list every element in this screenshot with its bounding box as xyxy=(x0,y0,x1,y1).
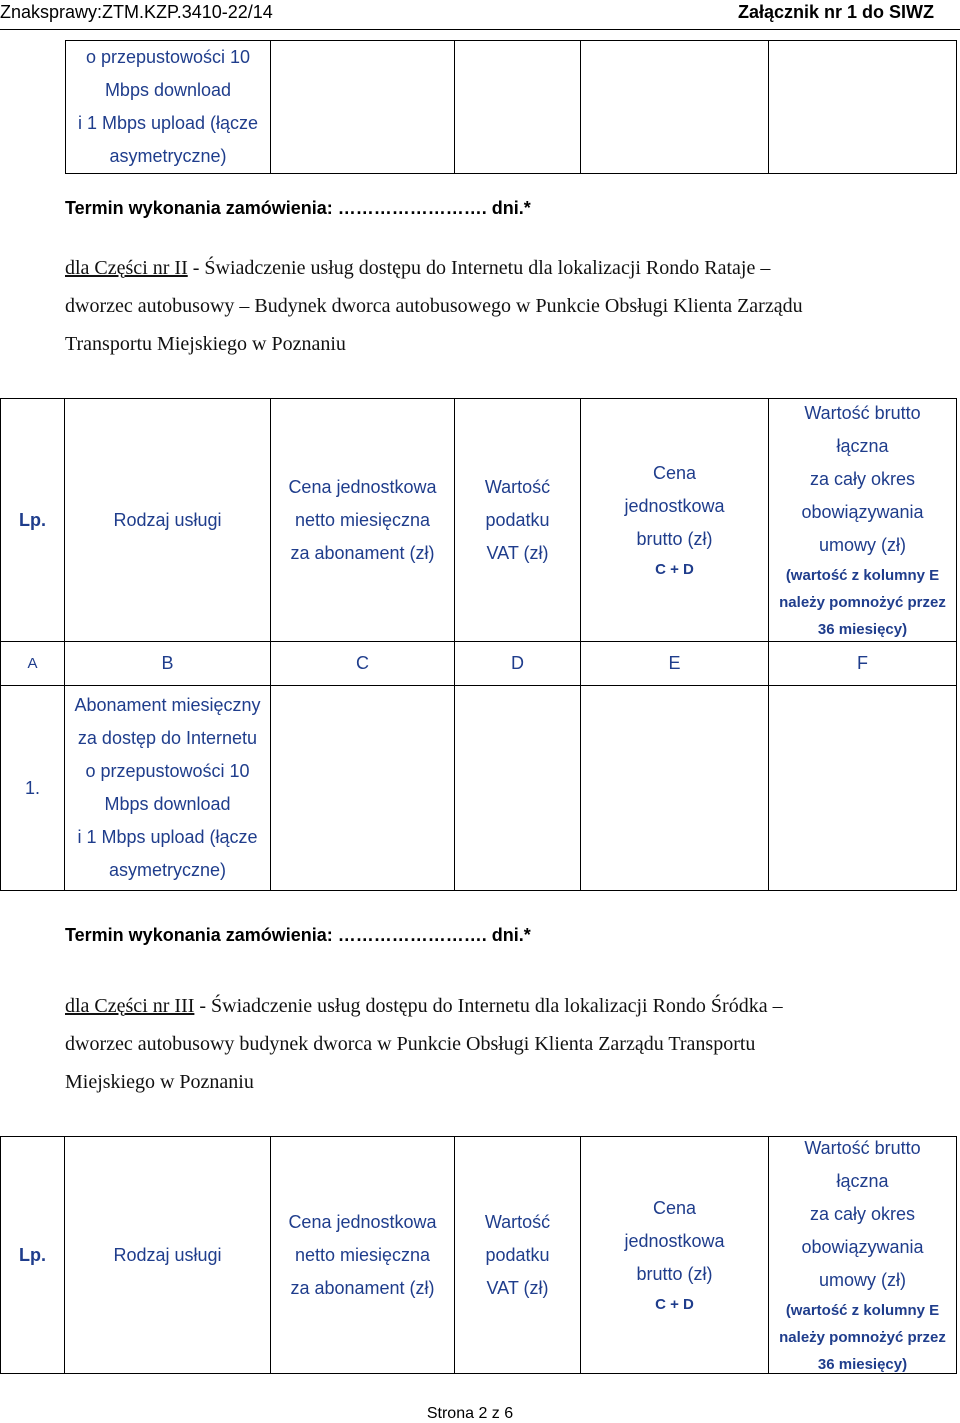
part-3-text: dworzec autobusowy budynek dworca w Punkcie Obsługi Klienta Zarządu Transportu xyxy=(65,1033,756,1055)
header-lp: Lp. xyxy=(0,1136,65,1374)
completion-term: Termin wykonania zamówienia: ……………………. dni.* xyxy=(65,198,531,218)
column-letter: D xyxy=(455,642,581,686)
header-total-value: Wartość brutto łączna za cały okres obowiązywania umowy (zł) (wartość z kolumny E należy pomnożyć przez 36 miesięcy) xyxy=(769,398,957,642)
header-gross-price: Cena jednostkowa brutto (zł) C + D xyxy=(581,398,769,642)
part-2-text: - Świadczenie usług dostępu do Internetu dla lokalizacji Rondo Rataje – xyxy=(187,257,771,279)
total-value-input[interactable] xyxy=(769,686,957,891)
header-net-price: Cena jednostkowa netto miesięczna za abonament (zł) xyxy=(271,398,455,642)
column-letter: F xyxy=(769,642,957,686)
header-service-type: Rodzaj usługi xyxy=(65,1136,271,1374)
column-letter: B xyxy=(65,642,271,686)
page-number: Strona 2 z 6 xyxy=(426,1405,514,1422)
document-reference: Znaksprawy:ZTM.KZP.3410-22/14 xyxy=(0,2,273,22)
attachment-label: Załącznik nr 1 do SIWZ xyxy=(737,2,934,22)
header-divider xyxy=(0,29,960,30)
header-lp: Lp. xyxy=(0,398,65,642)
section-part-3 xyxy=(65,987,905,1101)
fragment-line: asymetryczne) xyxy=(109,146,227,166)
header-net-price: Cena jednostkowa netto miesięczna za abonament (zł) xyxy=(271,1136,455,1374)
part-3-text: Miejskiego w Poznaniu xyxy=(65,1071,254,1093)
net-price-input[interactable] xyxy=(271,686,455,891)
table-fragment-cell xyxy=(769,40,957,174)
header-service-type: Rodzaj usługi xyxy=(65,398,271,642)
header-vat: Wartość podatku VAT (zł) xyxy=(455,398,581,642)
column-letter: C xyxy=(271,642,455,686)
row-number: 1. xyxy=(0,686,65,891)
part-2-text: dworzec autobusowy – Budynek dworca autobusowego w Punkcie Obsługi Klienta Zarządu xyxy=(65,295,803,317)
header-gross-price: Cena jednostkowa brutto (zł) C + D xyxy=(581,1136,769,1374)
header-total-value: Wartość brutto łączna za cały okres obowiązywania umowy (zł) (wartość z kolumny E należy pomnożyć przez 36 miesięcy) xyxy=(769,1136,957,1374)
table-fragment-cell xyxy=(65,40,271,174)
header-vat: Wartość podatku VAT (zł) xyxy=(455,1136,581,1374)
vat-input[interactable] xyxy=(455,686,581,891)
section-part-2 xyxy=(65,249,905,363)
part-2-text: Transportu Miejskiego w Poznaniu xyxy=(65,333,346,355)
part-2-label: dla Części nr II xyxy=(65,257,188,279)
column-letter: E xyxy=(581,642,769,686)
completion-term: Termin wykonania zamówienia: ……………………. dni.* xyxy=(65,925,531,945)
table-fragment-cell xyxy=(455,40,581,174)
fragment-line: Mbps download xyxy=(104,80,232,100)
service-description: Abonament miesięczny za dostęp do Internetu o przepustowości 10 Mbps download i 1 Mbps upload (łącze asymetryczne) xyxy=(65,686,271,891)
part-3-label: dla Części nr III xyxy=(65,995,195,1017)
table-fragment-cell xyxy=(271,40,455,174)
table-fragment-cell xyxy=(581,40,769,174)
fragment-line: o przepustowości 10 xyxy=(85,47,251,67)
part-3-text: - Świadczenie usług dostępu do Internetu dla lokalizacji Rondo Śródka – xyxy=(194,995,783,1017)
gross-price-input[interactable] xyxy=(581,686,769,891)
fragment-line: i 1 Mbps upload (łącze xyxy=(77,113,259,133)
column-letter: A xyxy=(0,642,65,686)
